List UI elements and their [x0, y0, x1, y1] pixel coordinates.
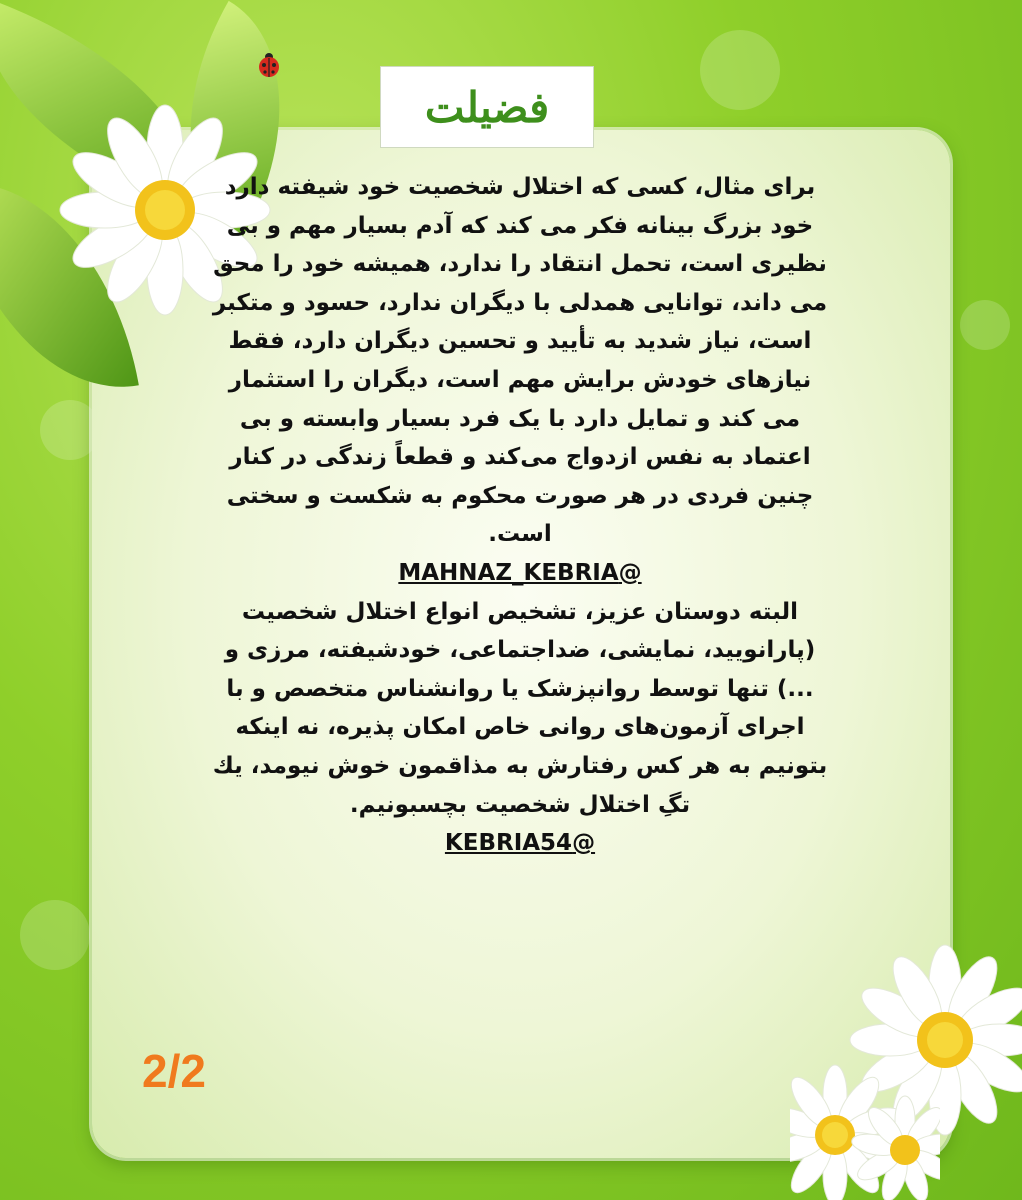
bokeh-dot	[960, 300, 1010, 350]
author-handle-link[interactable]: @MAHNAZ_KEBRIA	[398, 559, 642, 586]
article-text	[210, 168, 830, 863]
logo-text: فضیلت	[424, 82, 550, 132]
ladybug-icon	[258, 52, 280, 78]
channel-handle-link[interactable]: @KEBRIA54	[444, 830, 596, 857]
daisy-flower-icon	[790, 1060, 940, 1200]
paragraph-1: برای مثال، کسی که اختلال شخصیت خود شیفته دارد خود بزرگ بینانه فکر می کند که آدم بسیار مهم و بی نظیری است، تحمل انتقاد را ندارد، همیشه خود را محق می داند، توانایی همدلی با دیگران ندارد، حسود و متکبر است، نیاز شدید به تأیید و تحسین دیگران دارد، فقط نیازهای خودش برایش مهم است، دیگران را استثمار می کند و تمایل دارد با یک فرد بسیار وابسته و بی اعتماد به نفس ازدواج می‌کند و قطعاً زندگی در کنار چنین فردی در هر صورت محکوم به شکست و سختی است.	[212, 174, 828, 548]
brand-logo	[380, 66, 594, 148]
bokeh-dot	[20, 900, 90, 970]
page-indicator: 2/2	[142, 1045, 206, 1097]
bokeh-dot	[40, 400, 100, 460]
paragraph-2: البته دوستان عزیز، تشخیص انواع اختلال شخصیت (پارانویید، نمایشی، ضداجتماعی، خودشیفته، مرزی و ...) تنها توسط روانپزشک یا روانشناس متخصص و با اجرای آزمون‌های روانی خاص امکان پذیره، نه اینکه بتونیم به هر کس رفتارش به مذاقمون خوش نیومد، یك تگِ اختلال شخصیت بچسبونیم.	[212, 598, 828, 818]
bokeh-dot	[700, 30, 780, 110]
